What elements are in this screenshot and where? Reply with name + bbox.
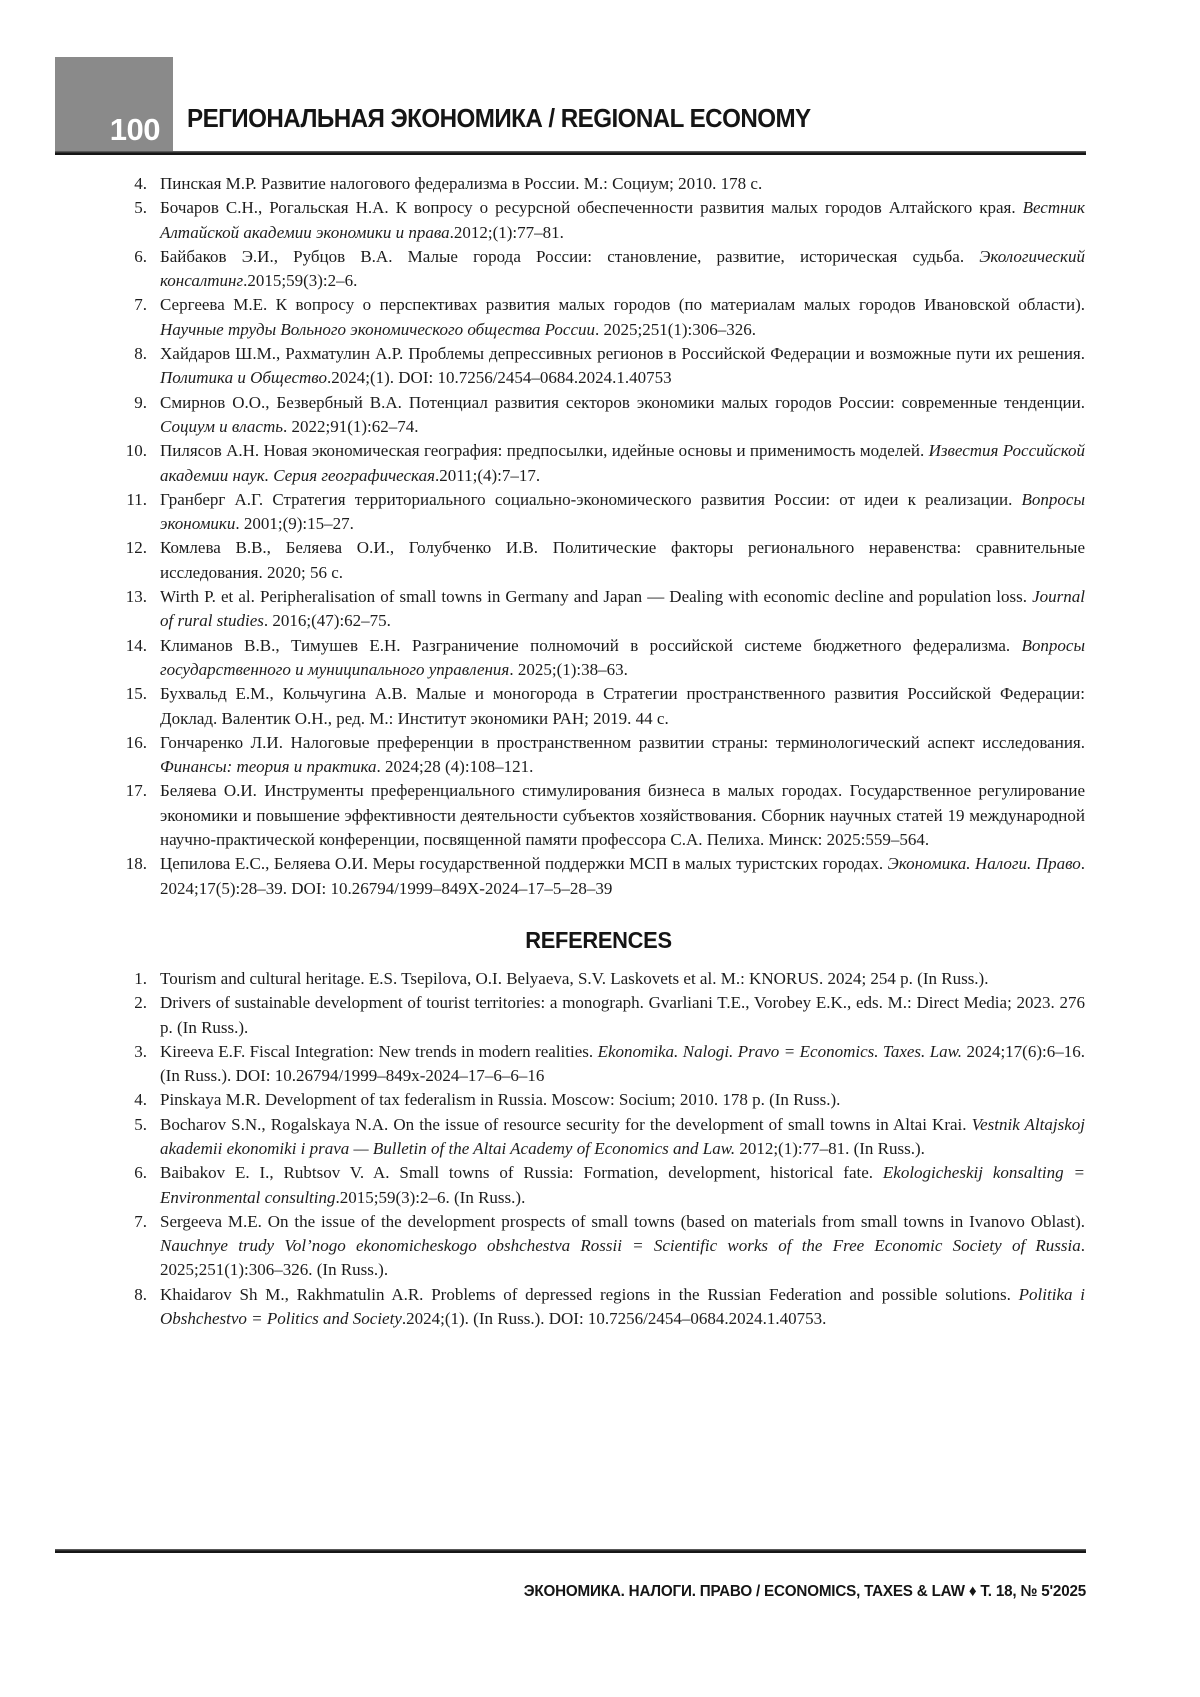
reference-item [112,439,1085,488]
reference-item [112,1210,1085,1283]
reference-item [112,585,1085,634]
reference-text: Drivers of sustainable development of tourist territories: a monograph. Gvarliani T.E., Vorobey E.K., eds. M.: Direct Media; 2023. 276 p. (In Russ.). [160,993,1085,1037]
reference-number: 5. [134,198,147,218]
reference-number: 15. [125,684,147,704]
reference-item [112,1040,1085,1089]
reference-text: Khaidarov Sh M., Rakhmatulin A.R. Problems of depressed regions in the Russian Federation and possible solutions. Politika i Obshchestvo = Politics and Society.2024;(1). (In Russ.). DOI: 10.7256/2454–0684.2024.1.40753. [160,1284,1085,1329]
reference-text: Sergeeva M.E. On the issue of the development prospects of small towns (based on materials from small towns in Ivanovo Oblast). Nauchnye trudy Vol’nogo ekonomicheskogo obshchestva Rossii = Scientific works of the Free Economic Society of Russia. 2025;251(1):306–326. (In Russ.). [160,1211,1085,1280]
reference-text: Байбаков Э.И., Рубцов В.А. Малые города России: становление, развитие, историческая судьба. Экологический консалтинг.2015;59(3):2–6. [160,246,1085,291]
reference-text: Гончаренко Л.И. Налоговые преференции в пространственном развитии страны: терминологический аспект исследования. Финансы: теория и практика. 2024;28 (4):108–121. [160,732,1085,777]
reference-text: Бухвальд Е.М., Кольчугина А.В. Малые и моногорода в Стратегии пространственного развития Российской Федерации: Доклад. Валентик О.Н., ред. М.: Институт экономики РАН; 2019. 44 с. [160,684,1085,728]
reference-text: Смирнов О.О., Безвербный В.А. Потенциал развития секторов экономики малых городов России: современные тенденции. Социум и власть. 2022;91(1):62–74. [160,392,1085,436]
reference-text: Pinskaya M.R. Development of tax federalism in Russia. Moscow: Socium; 2010. 178 p. (In Russ.). [160,1090,841,1110]
reference-text: Бочаров С.Н., Рогальская Н.А. К вопросу о ресурсной обеспеченности развития малых городов Алтайского края. Вестник Алтайской академии экономики и права.2012;(1):77–81. [160,198,1085,242]
reference-item [112,634,1085,683]
reference-item [112,1161,1085,1210]
reference-item [112,967,1085,991]
reference-item [112,1283,1085,1332]
reference-item [112,731,1085,780]
reference-text: Kireeva E.F. Fiscal Integration: New trends in modern realities. Ekonomika. Nalogi. Pravo = Economics. Taxes. Law. 2024;17(6):6–16. (In Russ.). DOI: 10.26794/1999–849x-2024–17–6–6–16 [160,1041,1085,1086]
reference-number: 7. [134,1211,147,1231]
reference-item [112,245,1085,294]
reference-text: Цепилова Е.С., Беляева О.И. Меры государственной поддержки МСП в малых туристских городах. Экономика. Налоги. Право. 2024;17(5):28–39. DOI: 10.26794/1999–849X-2024–17–5–28–39 [160,854,1086,898]
reference-number: 6. [134,1163,147,1183]
reference-item [112,779,1085,852]
reference-number: 8. [134,1284,147,1304]
journal-footer-text: ЭКОНОМИКА. НАЛОГИ. ПРАВО / ECONOMICS, TAXES & LAW ♦ Т. 18, № 5'2025 [523,1583,1086,1600]
reference-number: 6. [134,246,147,266]
reference-text: Baibakov E. I., Rubtsov V. A. Small towns of Russia: Formation, development, historical fate. Ekologicheskij konsalting = Environmental consulting.2015;59(3):2–6. (In Russ.). [160,1163,1085,1207]
reference-number: 10. [125,441,147,461]
reference-text: Хайдаров Ш.М., Рахматулин А.Р. Проблемы депрессивных регионов в Российской Федерации и возможные пути их решения. Политика и Общество.2024;(1). DOI: 10.7256/2454–0684.2024.1.40753 [160,344,1085,388]
reference-item [112,293,1085,342]
section-title: РЕГИОНАЛЬНАЯ ЭКОНОМИКА / REGIONAL ECONOMY [187,103,811,133]
reference-number: 4. [134,1090,147,1110]
english-reference-list [112,967,1085,1331]
header-rule [55,151,1086,155]
reference-number: 4. [134,174,147,193]
reference-number: 16. [125,732,147,752]
reference-number: 1. [134,968,147,988]
reference-number: 8. [134,344,147,364]
reference-text: Беляева О.И. Инструменты преференциального стимулирования бизнеса в малых городах. Государственное регулирование экономики и повышение эффективности деятельности субъектов хозяйствования. Сборник научных статей 19 международной научно-практической конференции, посвященной памяти профессора С.А. Пелиха. Минск: 2025:559–564. [160,781,1085,850]
footer-rule [55,1549,1086,1553]
reference-text: Гранберг А.Г. Стратегия территориального социально-экономического развития России: от идеи к реализации. Вопросы экономики. 2001;(9):15–27. [160,489,1085,534]
reference-number: 2. [134,993,147,1013]
russian-reference-list [112,172,1085,901]
reference-text: Климанов В.В., Тимушев Е.Н. Разграничение полномочий в российской системе бюджетного федерализма. Вопросы государственного и муниципального управления. 2025;(1):38–63. [160,635,1085,679]
reference-text: Пинская М.Р. Развитие налогового федерализма в России. М.: Социум; 2010. 178 с. [160,174,763,193]
page-number: 100 [109,112,160,147]
reference-number: 9. [134,392,147,412]
reference-text: Сергеева М.Е. К вопросу о перспективах развития малых городов (по материалам малых городов Ивановской области). Научные труды Вольного экономического общества России. 2025;251(1):306–326. [160,295,1085,339]
reference-number: 7. [134,295,147,315]
reference-item [112,196,1085,245]
page-number-box [55,57,173,152]
reference-number: 5. [134,1114,147,1134]
reference-item [112,1113,1085,1162]
reference-item [112,342,1085,391]
reference-item [112,1088,1085,1112]
reference-number: 17. [125,781,147,801]
references-heading: REFERENCES [525,926,672,953]
reference-number: 12. [125,538,147,558]
reference-text: Bocharov S.N., Rogalskaya N.A. On the issue of resource security for the development of small towns in Altai Krai. Vestnik Altajskoj akademii ekonomiki i prava — Bulletin of the Altai Academy of Economics and Law. 2012;(1):77–81. (In Russ.). [160,1114,1085,1158]
reference-item [112,852,1085,901]
reference-item [112,391,1085,440]
reference-text: Комлева В.В., Беляева О.И., Голубченко И.В. Политические факторы регионального неравенства: сравнительные исследования. 2020; 56 с. [160,538,1085,582]
reference-number: 3. [134,1041,147,1061]
reference-item [112,488,1085,537]
reference-number: 13. [125,587,147,607]
reference-item [112,682,1085,731]
reference-item [112,991,1085,1040]
reference-text: Tourism and cultural heritage. E.S. Tsepilova, O.I. Belyaeva, S.V. Laskovets et al. M.: KNORUS. 2024; 254 p. (In Russ.). [160,968,989,988]
reference-item [112,536,1085,585]
reference-text: Пилясов А.Н. Новая экономическая география: предпосылки, идейные основы и применимость моделей. Известия Российской академии наук. Серия географическая.2011;(4):7–17. [160,441,1085,485]
reference-number: 11. [126,489,147,509]
reference-item [112,172,1085,196]
references-content [0,172,1200,1331]
reference-text: Wirth P. et al. Peripheralisation of small towns in Germany and Japan — Dealing with economic decline and population loss. Journal of rural studies. 2016;(47):62–75. [160,587,1085,631]
reference-number: 14. [125,635,147,655]
reference-number: 18. [125,854,147,874]
